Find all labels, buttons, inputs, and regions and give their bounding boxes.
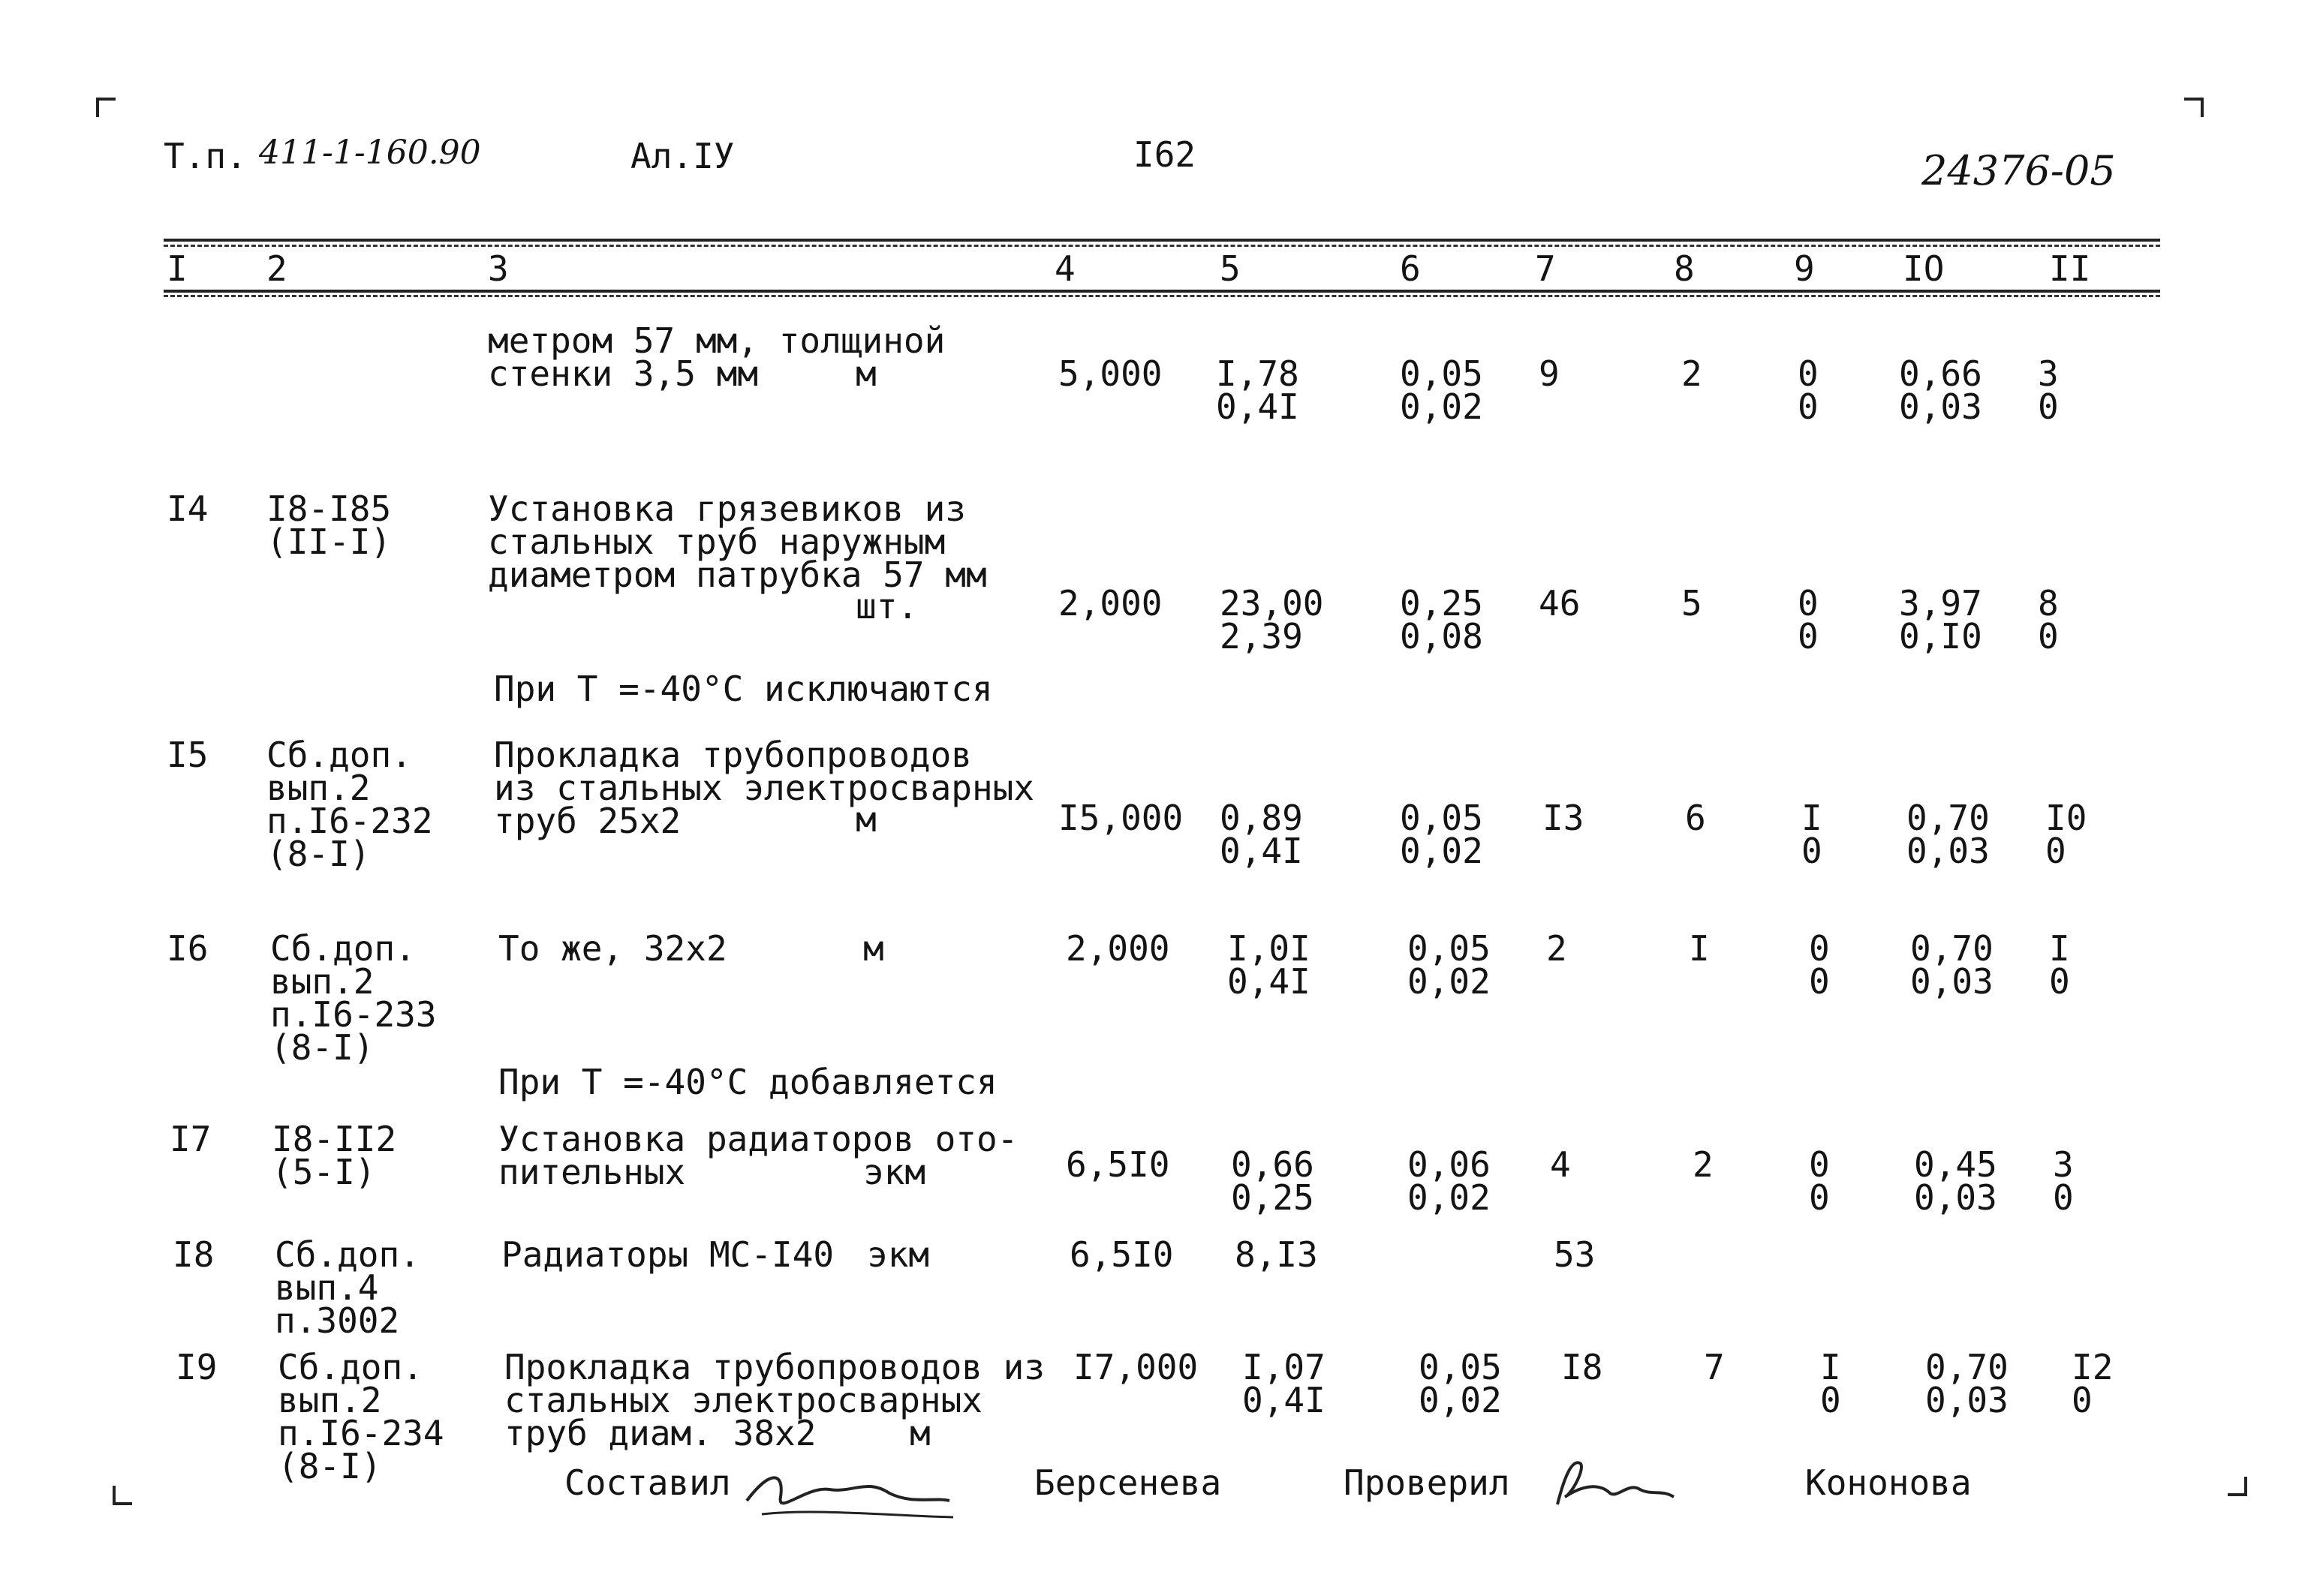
row-quantity: I7,000 [1073,1347,1199,1387]
row-description: метром 57 мм, толщиной стенки 3,5 мм [488,320,946,394]
row-number: I5 [167,735,209,775]
row-col8: 2 [1681,353,1702,394]
checked-name: Кононова [1805,1462,1972,1503]
row-col5: I,78 0,4I [1216,353,1299,427]
note-excluded: При Т =-40°С исключаются [494,669,993,709]
row-col9: I 0 [1820,1347,1841,1420]
row-code: I8-II2 (5-I) [272,1119,397,1192]
header-rule-bottom-2 [164,295,2160,297]
row-unit: экм [863,1152,926,1192]
row-quantity: 2,000 [1066,928,1170,969]
row-col7: 46 [1539,583,1581,624]
row-col9: 0 0 [1798,353,1819,427]
row-number: I6 [167,928,209,969]
row-col9: I 0 [1801,798,1822,871]
row-unit: шт. [856,586,919,627]
compiled-signature [739,1456,964,1523]
row-col6: 0,06 0,02 [1407,1144,1491,1218]
row-code: Сб.доп. вып.2 п.I6-232 (8-I) [266,735,433,874]
row-description: Прокладка трубопроводов из стальных электросварных труб диам. 38х2 [504,1347,1046,1453]
row-col10: 0,45 0,03 [1914,1144,1997,1218]
row-col8: 5 [1681,583,1702,624]
column-header: 4 [1055,248,1076,289]
row-code: Сб.доп. вып.2 п.I6-233 (8-I) [270,928,437,1068]
row-col8: 6 [1685,798,1706,838]
row-description: То же, 32х2 [498,928,727,969]
row-col7: 53 [1554,1234,1596,1275]
row-col5: 23,00 2,39 [1220,583,1324,657]
compiled-label: Составил [564,1462,731,1503]
row-col8: 7 [1704,1347,1725,1387]
header-rule-top-2 [164,245,2160,247]
archive-code: 24376-05 [1921,147,2116,194]
row-unit: м [910,1413,931,1453]
row-col6: 0,05 0,02 [1419,1347,1502,1420]
row-col8: I [1689,928,1710,969]
row-quantity: 6,5I0 [1070,1234,1174,1275]
row-col7: I8 [1561,1347,1603,1387]
row-col11: 8 0 [2038,583,2059,657]
column-header: 8 [1674,248,1695,289]
row-col5: I,0I 0,4I [1227,928,1310,1002]
row-code: Сб.доп. вып.2 п.I6-234 (8-I) [278,1347,444,1486]
row-col6: 0,05 0,02 [1400,798,1483,871]
checked-label: Проверил [1344,1462,1510,1503]
row-unit: м [856,353,877,394]
header-rule-bottom [164,290,2160,293]
row-col9: 0 0 [1809,928,1830,1002]
row-description: Установка грязевиков из стальных труб наружным диаметром патрубка 57 мм [488,488,987,595]
row-col9: 0 0 [1798,583,1819,657]
row-code: Сб.доп. вып.4 п.3002 [275,1234,420,1341]
doc-number: 411-1-160.90 [259,134,481,172]
row-col10: 3,97 0,I0 [1899,583,1982,657]
column-header: I [167,248,188,289]
row-number: I7 [170,1119,212,1159]
row-col5: I,07 0,4I [1242,1347,1326,1420]
corner-mark-bottom-right [2228,1477,2247,1496]
row-col6: 0,05 0,02 [1407,928,1491,1002]
row-unit: экм [867,1234,930,1275]
row-description: Установка радиаторов ото- пительных [498,1119,1019,1192]
doc-prefix: Т.п. [164,136,247,176]
checked-signature [1542,1452,1685,1512]
row-unit: м [863,928,884,969]
note-added: При Т =-40°С добавляется [498,1062,998,1102]
column-header: 9 [1794,248,1815,289]
row-col7: 9 [1539,353,1560,394]
row-description: Радиаторы МС-I40 [501,1234,835,1275]
column-header: 6 [1400,248,1421,289]
column-header: 5 [1220,248,1241,289]
row-quantity: 5,000 [1058,353,1163,394]
corner-mark-top-left [96,98,116,117]
row-number: I9 [176,1347,218,1387]
column-header: 2 [266,248,287,289]
column-header: 7 [1535,248,1556,289]
row-col5: 8,I3 [1235,1234,1318,1275]
row-col7: I3 [1542,798,1584,838]
row-col10: 0,70 0,03 [1910,928,1994,1002]
row-col9: 0 0 [1809,1144,1830,1218]
row-col11: 3 0 [2038,353,2059,427]
row-col5: 0,89 0,4I [1220,798,1303,871]
row-col6: 0,05 0,02 [1400,353,1483,427]
header-rule-top [164,239,2160,242]
row-description: Прокладка трубопроводов из стальных электросварных труб 25х2 [494,735,1035,841]
row-unit: м [856,799,877,840]
row-number: I8 [173,1234,215,1275]
row-col10: 0,70 0,03 [1906,798,1990,871]
row-col5: 0,66 0,25 [1231,1144,1314,1218]
page-number: I62 [1133,134,1196,175]
row-col11: I 0 [2049,928,2070,1002]
column-header: 3 [488,248,509,289]
row-col7: 4 [1550,1144,1571,1185]
row-col8: 2 [1693,1144,1714,1185]
row-col6: 0,25 0,08 [1400,583,1483,657]
row-number: I4 [167,488,209,529]
corner-mark-top-right [2184,98,2204,117]
row-col10: 0,70 0,03 [1925,1347,2009,1420]
row-col11: I0 0 [2045,798,2087,871]
row-quantity: I5,000 [1058,798,1184,838]
row-col7: 2 [1546,928,1567,969]
row-col10: 0,66 0,03 [1899,353,1982,427]
compiled-name: Берсенева [1034,1462,1222,1503]
column-header: IO [1903,248,1945,289]
row-col11: I2 0 [2072,1347,2114,1420]
album-label: Ал.IУ [630,136,735,176]
row-code: I8-I85 (II-I) [266,488,392,562]
column-header: II [2049,248,2091,289]
row-quantity: 2,000 [1058,583,1163,624]
corner-mark-bottom-left [113,1486,132,1505]
row-col11: 3 0 [2053,1144,2074,1218]
row-quantity: 6,5I0 [1066,1144,1170,1185]
